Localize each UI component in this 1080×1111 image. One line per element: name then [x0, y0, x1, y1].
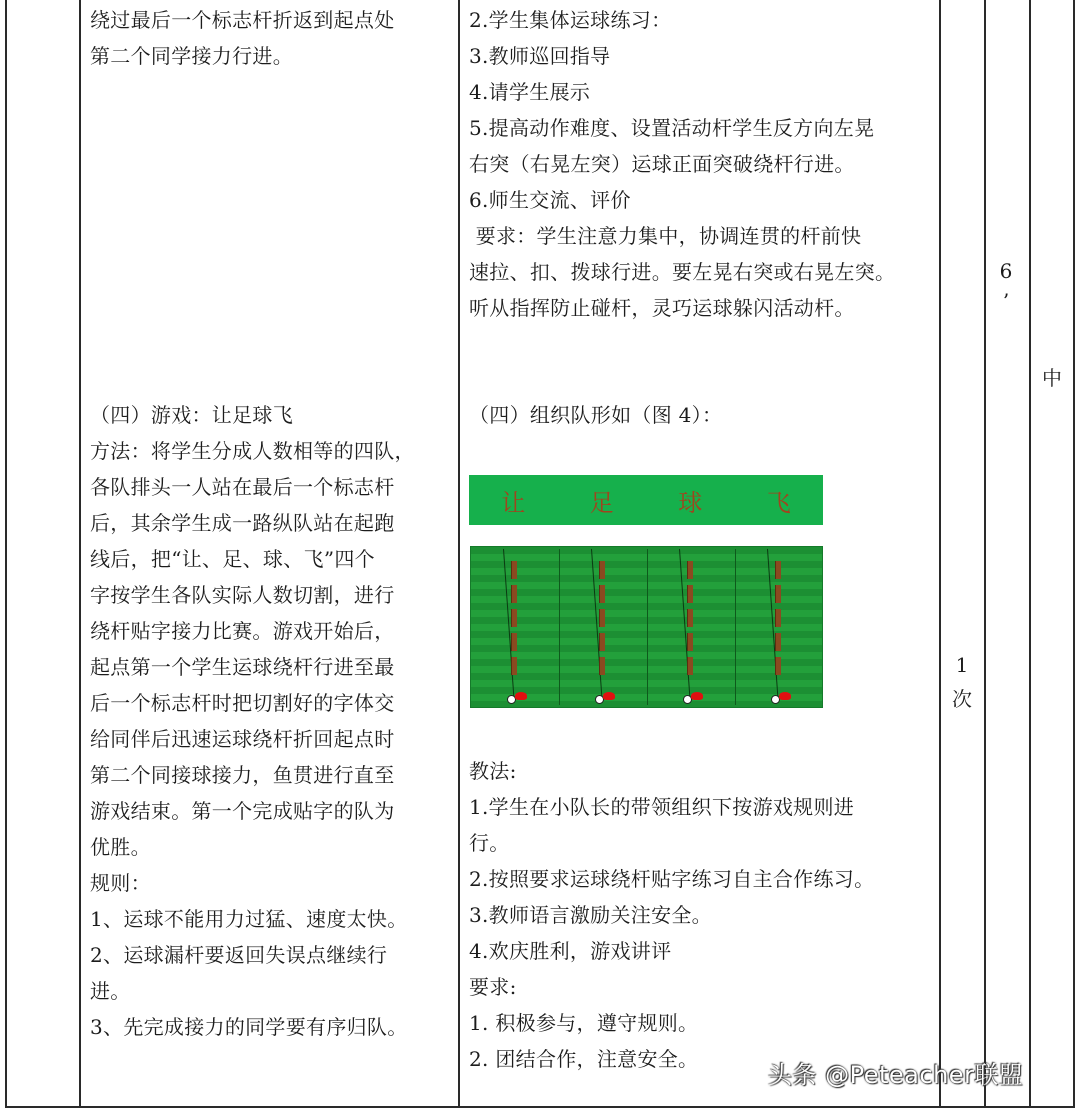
text-line: 绕过最后一个标志杆折返到起点处 — [90, 8, 395, 32]
method-line: 优胜。 — [90, 835, 151, 859]
time-unit: ’ — [1002, 289, 1010, 313]
method-line: 线后，把“让、足、球、飞”四个 — [90, 547, 375, 571]
lane-divider — [647, 549, 648, 705]
marker-pole-icon — [599, 609, 605, 627]
table-divider — [458, 0, 460, 1108]
method-line: 给同伴后迅速运球绕杆折回起点时 — [90, 727, 395, 751]
player-icon — [603, 692, 615, 700]
marker-pole-icon — [687, 609, 693, 627]
marker-pole-icon — [775, 609, 781, 627]
method-line: 后，其余学生成一路纵队站在起跑 — [90, 511, 395, 535]
teaching-line: 4.欢庆胜利，游戏讲评 — [469, 939, 672, 963]
intensity-value: 中 — [1042, 366, 1062, 390]
lane-divider — [735, 549, 736, 705]
time-cell — [995, 256, 1017, 316]
count-cell — [950, 648, 974, 716]
marker-pole-icon — [775, 633, 781, 651]
marker-pole-icon — [687, 561, 693, 579]
step-line: 2.学生集体运球练习： — [469, 8, 672, 32]
marker-pole-icon — [511, 609, 517, 627]
count-unit: 次 — [952, 687, 972, 711]
figure-caption: （四）组织队形如（图 4）： — [469, 403, 723, 427]
marker-pole-icon — [511, 561, 517, 579]
step-line: 速拉、扣、拨球行进。要左晃右突或右晃左突。 — [469, 260, 896, 284]
requirement-item: 2. 团结合作，注意安全。 — [469, 1047, 699, 1071]
marker-pole-icon — [599, 585, 605, 603]
rule-item: 1、运球不能用力过猛、速度太快。 — [90, 907, 408, 931]
step-line: 要求：学生注意力集中，协调连贯的杆前快 — [469, 224, 862, 248]
marker-pole-icon — [511, 633, 517, 651]
table-divider — [984, 0, 986, 1108]
method-line: 绕杆贴字接力比赛。游戏开始后， — [90, 619, 395, 643]
marker-pole-icon — [775, 657, 781, 675]
player-with-ball-icon — [771, 692, 791, 704]
method-line: 第二个同接球接力，鱼贯进行直至 — [90, 763, 395, 787]
method-line: 字按学生各队实际人数切割，进行 — [90, 583, 395, 607]
marker-pole-icon — [599, 657, 605, 675]
rules-label: 规则： — [90, 871, 151, 895]
rule-item: 进。 — [90, 979, 131, 1003]
teaching-line: 1.学生在小队长的带领组织下按游戏规则进 — [469, 795, 855, 819]
step-line: 6.师生交流、评价 — [469, 188, 631, 212]
marker-pole-icon — [599, 633, 605, 651]
teaching-label: 教法: — [469, 759, 517, 783]
time-value: 6 — [999, 259, 1013, 283]
banner-char: 让 — [501, 488, 526, 517]
game-title: （四）游戏：让足球飞 — [90, 403, 293, 427]
banner-char: 足 — [589, 488, 614, 517]
player-with-ball-icon — [683, 692, 703, 704]
step-line: 右突（右晃左突）运球正面突破绕杆行进。 — [469, 152, 855, 176]
teaching-section — [469, 753, 934, 1077]
marker-pole-icon — [599, 561, 605, 579]
marker-pole-icon — [687, 585, 693, 603]
player-with-ball-icon — [595, 692, 615, 704]
player-icon — [515, 692, 527, 700]
banner-char: 球 — [678, 488, 703, 517]
organization-steps — [469, 2, 934, 326]
table-divider — [1029, 0, 1031, 1108]
game-section — [90, 397, 455, 1045]
requirement-item: 1. 积极参与，遵守规则。 — [469, 1011, 699, 1035]
step-line: 听从指挥防止碰杆，灵巧运球躲闪活动杆。 — [469, 296, 855, 320]
content-continuation — [90, 2, 455, 74]
step-line: 3.教师巡回指导 — [469, 44, 611, 68]
formation-diagram — [470, 546, 823, 708]
marker-pole-icon — [775, 561, 781, 579]
banner-char: 飞 — [766, 488, 791, 517]
step-line: 4.请学生展示 — [469, 80, 591, 104]
method-line: 各队排头一人站在最后一个标志杆 — [90, 475, 395, 499]
teaching-line: 3.教师语言激励关注安全。 — [469, 903, 712, 927]
figure-banner — [469, 475, 823, 525]
lane-divider — [559, 549, 560, 705]
table-divider — [939, 0, 941, 1108]
player-with-ball-icon — [507, 692, 527, 704]
watermark: 头条 @Peteacher联盟 — [768, 1061, 1024, 1089]
teaching-line: 2.按照要求运球绕杆贴字练习自主合作练习。 — [469, 867, 875, 891]
count-value: 1 — [955, 653, 969, 677]
requirements-label: 要求: — [469, 975, 517, 999]
step-line: 5.提高动作难度、设置活动杆学生反方向左晃 — [469, 116, 875, 140]
marker-pole-icon — [687, 633, 693, 651]
player-icon — [691, 692, 703, 700]
teaching-line: 行。 — [469, 831, 510, 855]
method-line: 起点第一个学生运球绕杆行进至最 — [90, 655, 395, 679]
method-line: 游戏结束。第一个完成贴字的队为 — [90, 799, 395, 823]
formation-title — [469, 397, 934, 433]
method-line: 方法：将学生分成人数相等的四队， — [90, 439, 415, 463]
intensity-cell — [1038, 362, 1066, 391]
table-divider — [79, 0, 81, 1108]
player-icon — [779, 692, 791, 700]
marker-pole-icon — [511, 585, 517, 603]
text-line: 第二个同学接力行进。 — [90, 44, 293, 68]
marker-pole-icon — [687, 657, 693, 675]
method-line: 后一个标志杆时把切割好的字体交 — [90, 691, 395, 715]
rule-item: 2、运球漏杆要返回失误点继续行 — [90, 943, 388, 967]
marker-pole-icon — [775, 585, 781, 603]
marker-pole-icon — [511, 657, 517, 675]
rule-item: 3、先完成接力的同学要有序归队。 — [90, 1015, 408, 1039]
